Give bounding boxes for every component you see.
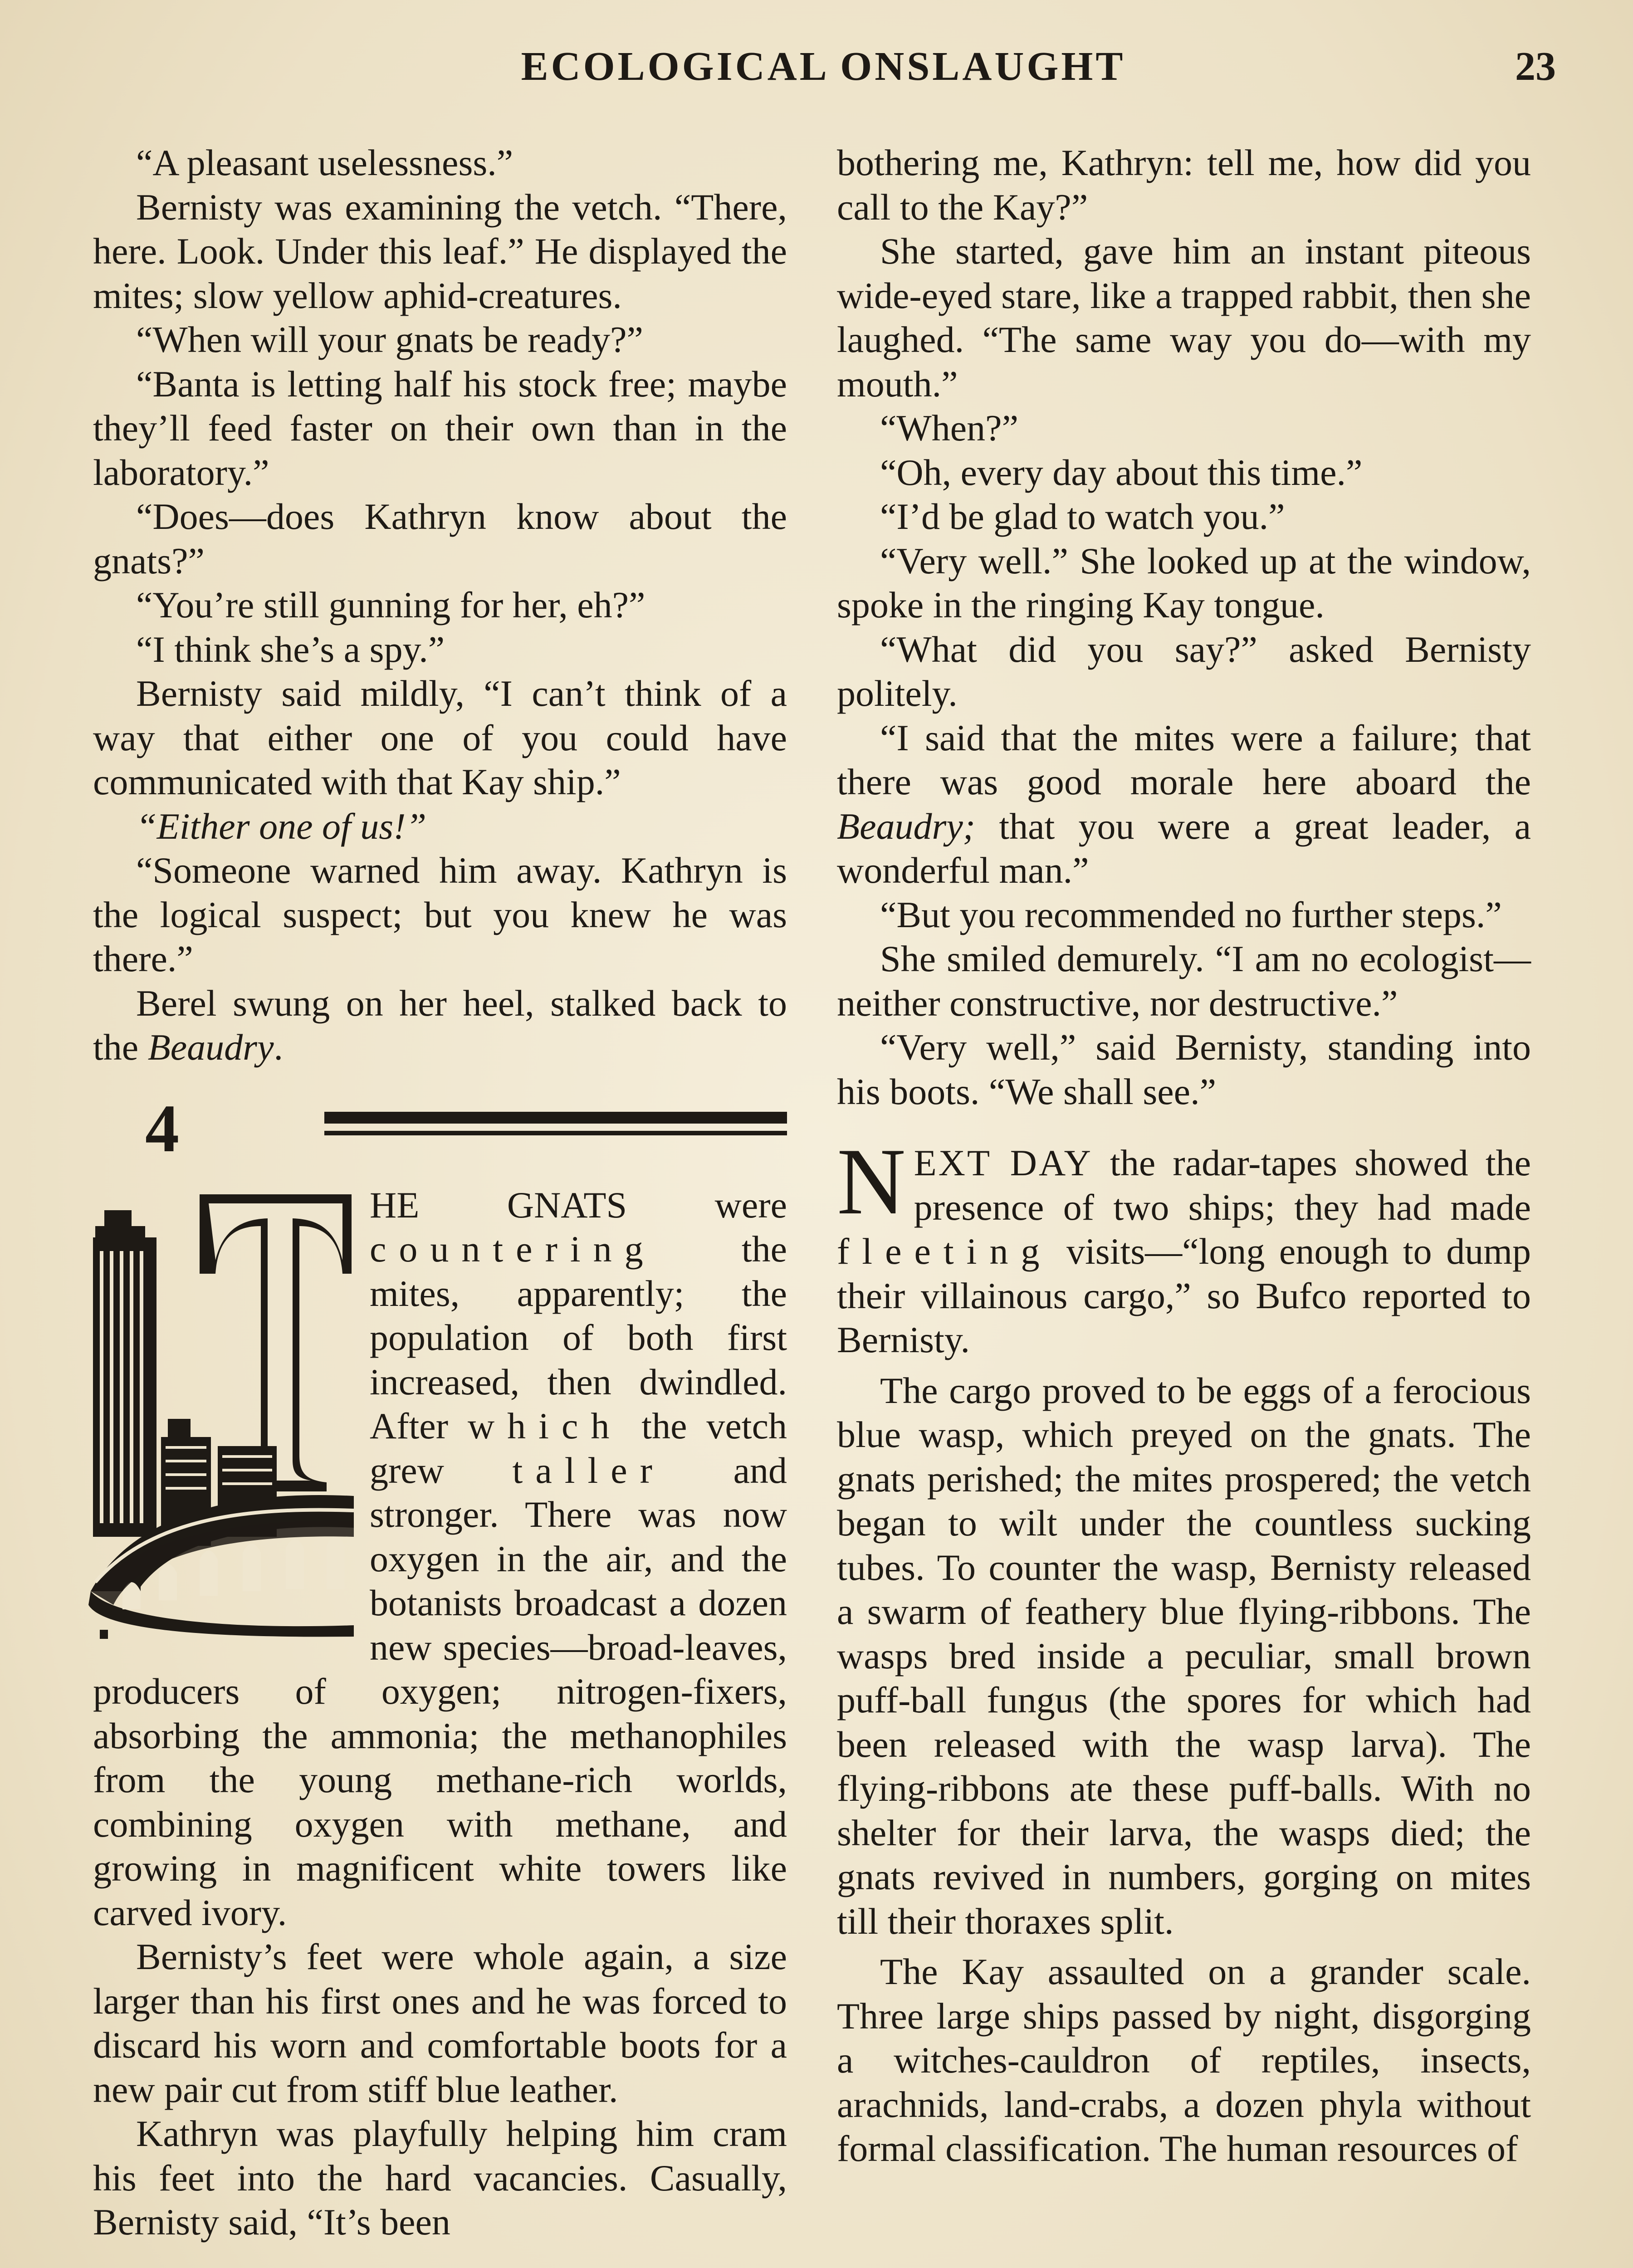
paragraph: Bernisty’s feet were whole again, a size larger than his first ones and he was forced to discard his worn and comfortable boots for a new pair cut from stiff blue leather. [93, 1936, 787, 2110]
text: . [274, 1026, 283, 1068]
paragraph: “Very well.” She looked up at the window, spoke in the ringing Kay tongue. [837, 540, 1531, 626]
paragraph: “But you recommended no further steps.” [880, 894, 1502, 935]
spaced-word: countering [370, 1228, 656, 1270]
paragraph: “Someone warned him away. Kathryn is the logical suspect; but you knew he was there.” [93, 850, 787, 979]
text: the mites, apparently; the population of both first increased, then dwindled. After [370, 1228, 787, 1447]
text: visits—“long enough to dump their villainous cargo,” so Bufco reported to Bernisty. [837, 1231, 1531, 1360]
left-column [93, 141, 787, 2244]
paragraph: Kathryn was playfully helping him cram his feet into the hard vacancies. Casually, Bernisty said, “It’s been [93, 2113, 787, 2243]
text: Berel swung on her heel, stalked back to the [93, 982, 787, 1068]
paragraph [93, 981, 787, 1070]
text: “I said that the mites were a failure; that there was good morale here aboard the [837, 717, 1531, 802]
dropcap-continuation: HE GNATS were [370, 1184, 787, 1226]
paragraph: “Does—does Kathryn know about the gnats?” [93, 496, 787, 582]
spaced-word: taller [512, 1449, 665, 1491]
city-dropcap-icon [86, 1183, 358, 1639]
chapter-rule [324, 1131, 787, 1135]
paragraph: “I think she’s a spy.” [136, 628, 445, 670]
dropcap-illustration [86, 1183, 358, 1639]
text: that you were a great leader, a wonderful man.” [837, 805, 1531, 891]
small-caps-lead: EXT DAY [914, 1142, 1093, 1183]
chapter-heading [93, 1090, 787, 1169]
paragraph: “Banta is letting half his stock free; maybe they’ll feed faster on their own than in the laboratory.” [93, 363, 787, 493]
running-title: ECOLOGICAL ONSLAUGHT [521, 44, 1126, 89]
paragraph: Bernisty was examining the vetch. “There, here. Look. Under this leaf.” He displayed the mites; slow yellow aphid-creatures. [93, 186, 787, 316]
paragraph-italic [93, 804, 787, 849]
paragraph: The Kay assaulted on a grander scale. Three large ships passed by night, disgorging a witches-cauldron of reptiles, insects, arachnids, land-crabs, a dozen phyla without formal classification. The human resources of [837, 1951, 1531, 2169]
text: the radar-tapes showed the presence of two ships; they had made [914, 1142, 1531, 1228]
paragraph: “Very well,” said Bernisty, standing into his boots. “We shall see.” [837, 1026, 1531, 1112]
paragraph: “Oh, every day about this time.” [880, 451, 1363, 493]
text: and stronger. There was now oxygen in the air, and the botanists broadcast a dozen new species—broad-leaves, producers of oxygen; nitrogen-fixers, absorbing the ammonia; the methanophiles from the young methane-rich worlds, combining oxygen with methane, and growing in magnificent white towers like carved ivory. [93, 1449, 787, 1933]
paragraph: She smiled demurely. “I am no ecologist—neither constructive, nor destructive.” [837, 938, 1531, 1024]
paragraph: “When?” [880, 407, 1018, 449]
spaced-word: which [467, 1405, 622, 1447]
text: the vetch grew [370, 1405, 787, 1491]
page-number: 23 [1515, 44, 1556, 89]
right-column [837, 141, 1531, 2171]
chapter-opening [93, 1183, 787, 1935]
section-first-paragraph [837, 1129, 1531, 1362]
paragraph: “A pleasant uselessness.” [136, 142, 513, 183]
paragraph: “I’d be glad to watch you.” [880, 496, 1285, 537]
paragraph: “What did you say?” asked Bernisty politely. [837, 628, 1531, 714]
initial-capital: N [837, 1129, 906, 1234]
paragraph: “You’re still gunning for her, eh?” [136, 584, 645, 626]
chapter-number: 4 [145, 1090, 179, 1166]
chapter-rule [324, 1112, 787, 1124]
paragraph: “When will your gnats be ready?” [136, 319, 643, 360]
paragraph: Bernisty said mildly, “I can’t think of a way that either one of you could have communicated with that Kay ship.” [93, 673, 787, 802]
page-header [91, 43, 1556, 102]
section-break [837, 1114, 1531, 1141]
paragraph [837, 716, 1531, 893]
spaced-word: fleeting [837, 1231, 1052, 1272]
paragraph: The cargo proved to be eggs of a ferocious blue wasp, which preyed on the gnats. The gnats perished; the mites prospered; the vetch began to wilt under the countless sucking tubes. To counter the wasp, Bernisty released a swarm of feathery blue flying-ribbons. The wasps bred inside a peculiar, small brown puff-ball fungus (the spores for which had been released with the wasp larva). The flying-ribbons ate these puff-balls. With no shelter for their larva, the wasps died; the gnats revived in numbers, gorging on mites till their thoraxes split. [837, 1369, 1531, 1942]
paragraph-continuation: bothering me, Kathryn: tell me, how did you call to the Kay?” [837, 142, 1531, 228]
italic-text: “Either one of us!” [136, 805, 427, 847]
ship-name: Beaudry [147, 1026, 274, 1068]
ship-name: Beaudry; [837, 805, 976, 847]
paragraph: She started, gave him an instant piteous wide-eyed stare, like a trapped rabbit, then she laughed. “The same way you do—with my mouth.” [837, 230, 1531, 405]
